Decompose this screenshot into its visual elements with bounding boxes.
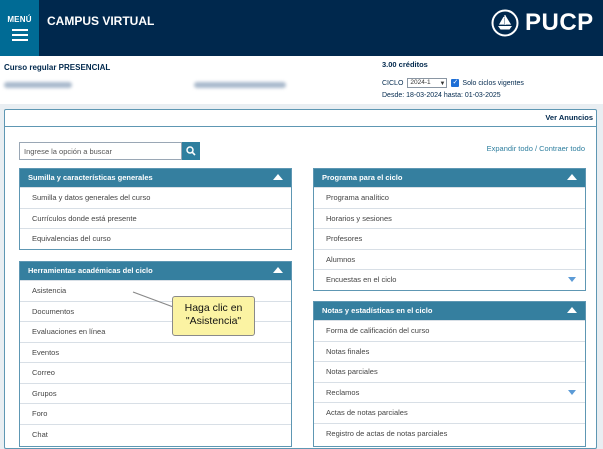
callout-line-2: "Asistencia" <box>185 315 242 327</box>
menu-label: MENÚ <box>7 15 32 24</box>
course-type: Curso regular PRESENCIAL <box>4 63 111 72</box>
programa-analitico-item[interactable]: Programa analítico <box>314 187 585 208</box>
course-dates: Desde: 18-03-2024 hasta: 01-03-2025 <box>382 92 501 99</box>
actas-item[interactable]: Actas de notas parciales <box>314 402 585 423</box>
alumnos-item[interactable]: Alumnos <box>314 249 585 270</box>
documentos-item[interactable]: Documentos <box>20 301 291 322</box>
horarios-item[interactable]: Horarios y sesiones <box>314 208 585 229</box>
panel-title: Programa para el ciclo <box>322 173 403 182</box>
profesores-item[interactable]: Profesores <box>314 228 585 249</box>
foro-item[interactable]: Foro <box>20 403 291 424</box>
curriculos-item[interactable]: Currículos donde está presente <box>20 208 291 229</box>
grupos-item[interactable]: Grupos <box>20 383 291 404</box>
chat-item[interactable]: Chat <box>20 424 291 445</box>
tutorial-callout <box>172 296 255 336</box>
encuestas-label: Encuestas en el ciclo <box>326 275 397 284</box>
registro-actas-item[interactable]: Registro de actas de notas parciales <box>314 423 585 444</box>
chevron-down-icon: ▼ <box>439 81 446 87</box>
vigentes-label: Solo ciclos vigentes <box>462 79 524 87</box>
equivalencias-item[interactable]: Equivalencias del curso <box>20 228 291 249</box>
expand-collapse-link[interactable]: Expandir todo / Contraer todo <box>486 144 585 153</box>
asistencia-item[interactable]: Asistencia <box>20 280 291 301</box>
notas-parciales-item[interactable]: Notas parciales <box>314 361 585 382</box>
forma-calificacion-item[interactable]: Forma de calificación del curso <box>314 320 585 341</box>
ver-anuncios-link[interactable]: Ver Anuncios <box>545 113 593 122</box>
vigentes-checkbox[interactable]: ✓ <box>452 79 459 86</box>
panel-title: Sumilla y características generales <box>28 173 153 182</box>
logo-text: PUCP <box>525 9 594 36</box>
evaluaciones-item[interactable]: Evaluaciones en línea <box>20 321 291 342</box>
notas-finales-item[interactable]: Notas finales <box>314 341 585 362</box>
sumilla-item[interactable]: Sumilla y datos generales del curso <box>20 187 291 208</box>
ciclo-label: CICLO <box>382 79 404 87</box>
panel-title: Notas y estadísticas en el ciclo <box>322 306 433 315</box>
course-credits: 3.00 créditos <box>382 60 428 69</box>
eventos-item[interactable]: Eventos <box>20 342 291 363</box>
app-title: CAMPUS VIRTUAL <box>47 14 155 28</box>
panel-title: Herramientas académicas del ciclo <box>28 266 153 275</box>
ciclo-value: 2024-1 <box>410 79 431 86</box>
callout-line-1: Haga clic en <box>184 302 243 314</box>
reclamos-label: Reclamos <box>326 387 360 397</box>
correo-item[interactable]: Correo <box>20 362 291 383</box>
